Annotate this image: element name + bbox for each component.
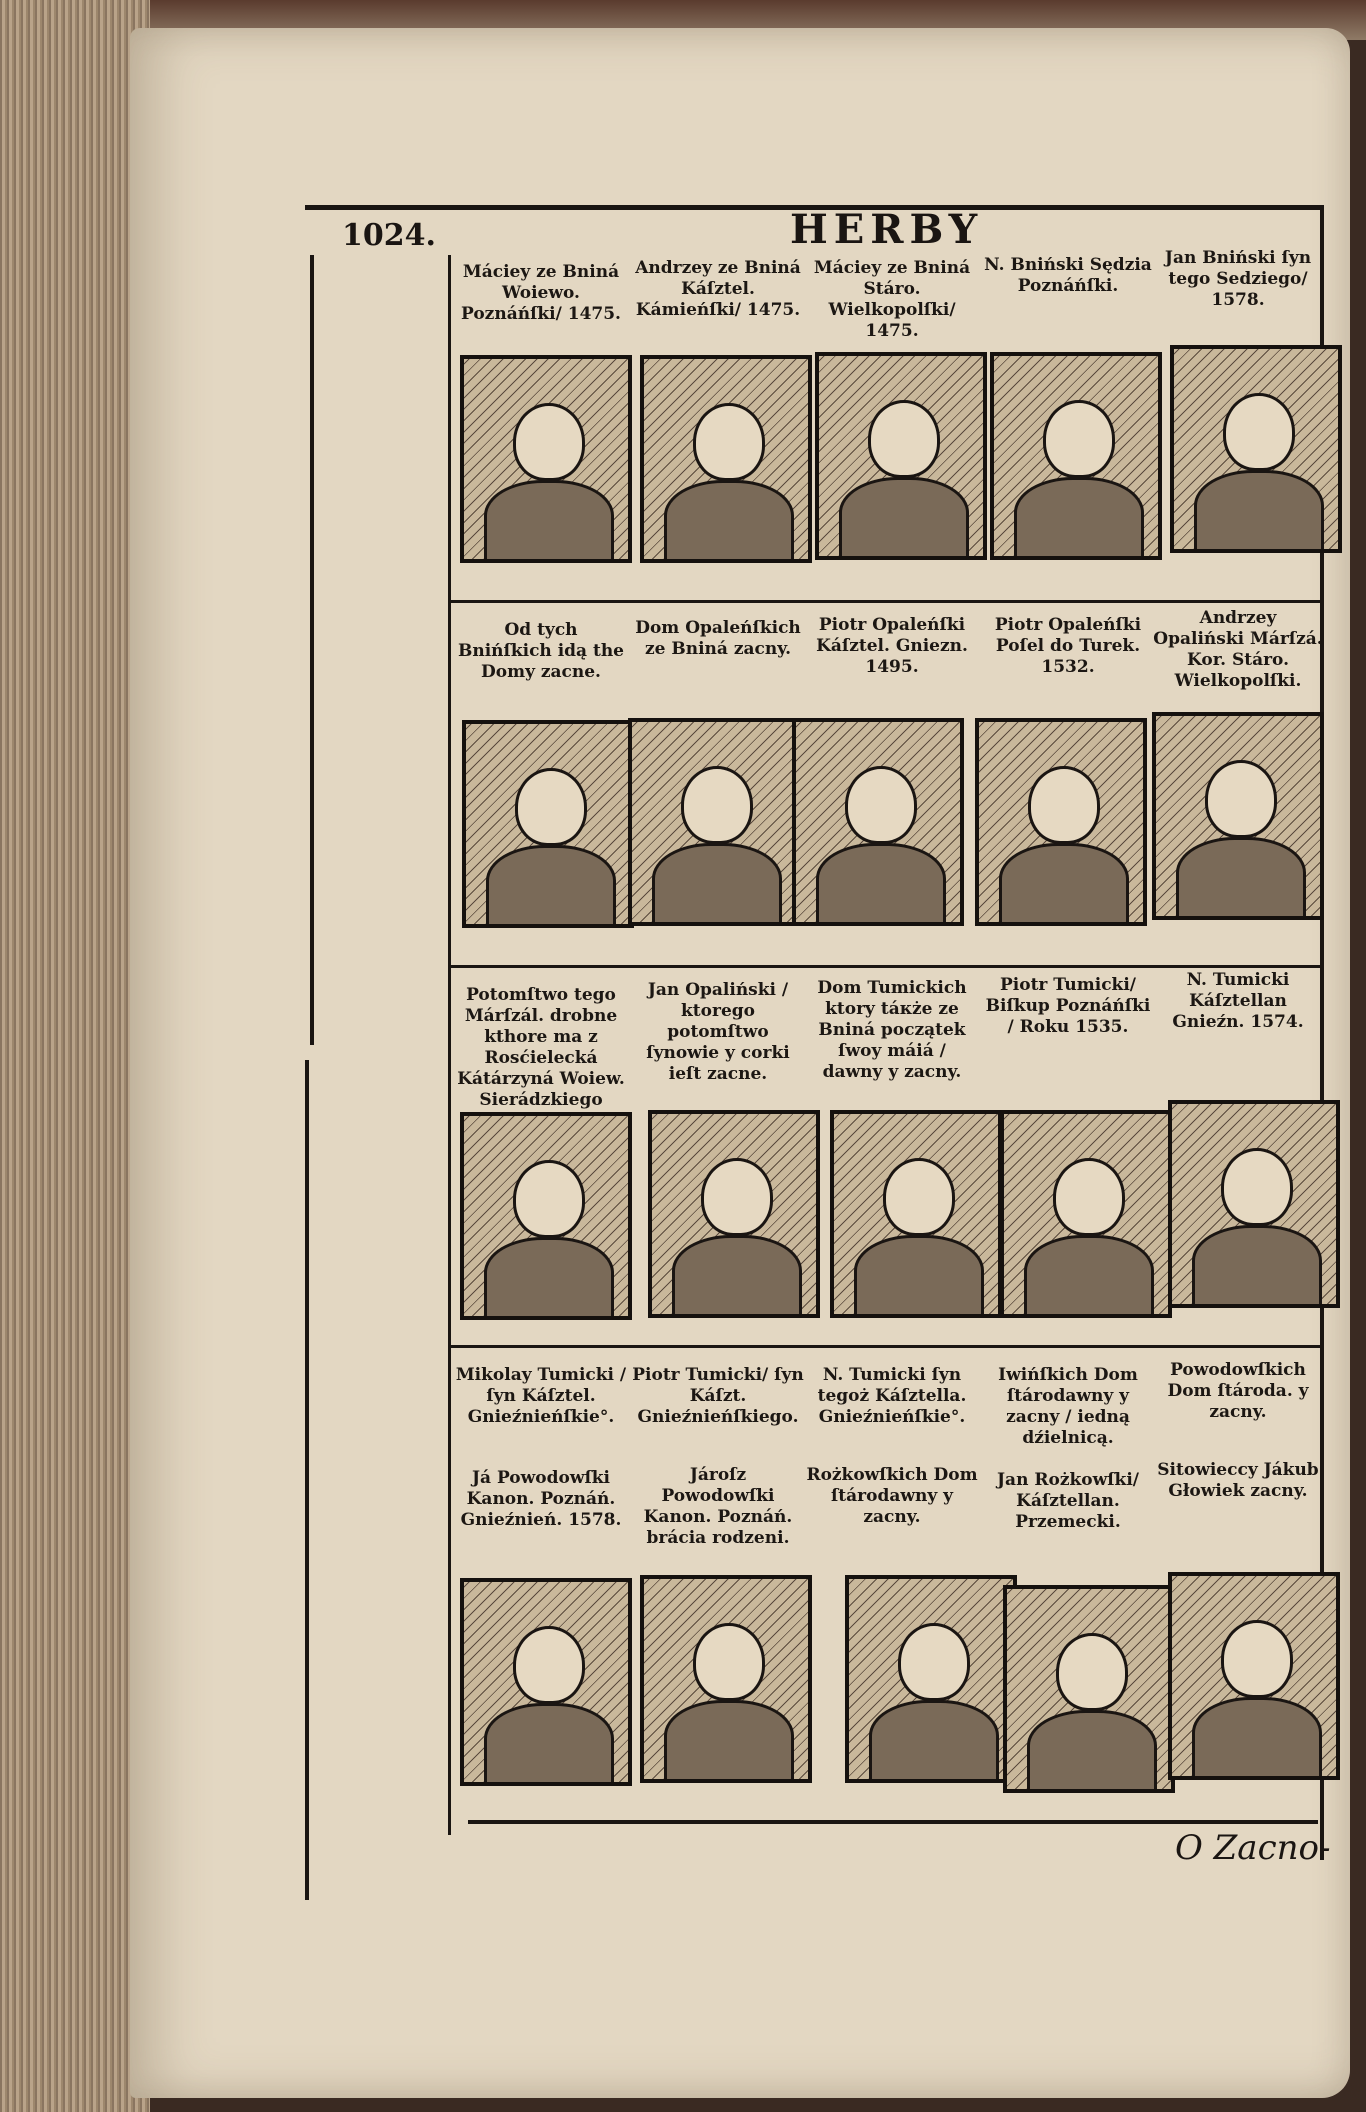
woodcut-portrait [460, 1578, 632, 1786]
woodcut-portrait [460, 355, 632, 563]
woodcut-portrait [815, 352, 987, 560]
woodcut-portrait [1000, 1110, 1172, 1318]
caption: Piotr Tumicki/ Biſkup Poznáńſki / Roku 1535. [985, 975, 1151, 1037]
caption: Dom Tumickich ktory táкże ze Bniná początek ſwoy máiá / dawny y zacny. [817, 978, 967, 1082]
catchword: O Zacno- [1175, 1828, 1331, 1868]
woodcut-portrait [1003, 1585, 1175, 1793]
running-header: HERBY [790, 206, 984, 253]
woodcut-portrait [845, 1575, 1017, 1783]
caption: Piotr Tumicki/ ſyn Káſzt. Gnieźnieńſkiego. [632, 1365, 804, 1427]
page-number: 1024. [342, 218, 436, 253]
caption: N. Tumicki Káſztellan Gnieźn. 1574. [1172, 970, 1304, 1032]
bottom-rule [468, 1820, 1318, 1824]
caption: Iwińſkich Dom ſtárodawny y zacny / iedną dźielnicą. [998, 1365, 1138, 1448]
caption: Piotr Opaleńſki Poſel do Turek. 1532. [994, 615, 1142, 677]
woodcut-portrait [1152, 712, 1324, 920]
caption: Od tych Bnińſkich idą the Domy zacne. [457, 620, 625, 682]
caption: Dom Opaleńſkich ze Bniná zacny. [635, 618, 801, 659]
caption: N. Bniński Sędzia Poznáńſki. [984, 255, 1152, 296]
woodcut-portrait [640, 1575, 812, 1783]
woodcut-portrait [990, 352, 1162, 560]
woodcut-portrait [648, 1110, 820, 1318]
woodcut-portrait [1168, 1100, 1340, 1308]
caption: Máciey ze Bniná Stáro. Wielkopolſki/ 1475. [813, 258, 971, 341]
caption: Andrzey ze Bniná Káſztel. Kámieńſki/ 1475. [635, 258, 801, 320]
woodcut-portrait [1170, 345, 1342, 553]
row-separator [450, 600, 1320, 603]
inner-rule [448, 255, 451, 1835]
woodcut-portrait [640, 355, 812, 563]
caption: Piotr Opaleńſki Káſztel. Gniezn. 1495. [816, 615, 968, 677]
caption: N. Tumicki ſyn tegoż Káſztella. Gnieźnieńſkie°. [817, 1365, 967, 1427]
woodcut-portrait [1168, 1572, 1340, 1780]
woodcut-portrait [830, 1110, 1002, 1318]
left-rule-upper [310, 255, 314, 1045]
caption: Mikolay Tumicki / ſyn Káſztel. Gnieźnieńſkie°. [455, 1365, 627, 1427]
caption: Jan Opaliński / ktorego potomſtwo ſynowie y corki ieſt zacne. [646, 980, 790, 1084]
caption: Andrzey Opaliński Márſzá. Kor. Stáro. Wielkopolſki. [1153, 608, 1323, 691]
row-separator [450, 1345, 1320, 1348]
caption: Rożkowſkich Dom ſtárodawny y zacny. [806, 1465, 978, 1527]
caption: Já Powodowſki Kanon. Poznáń. Gnieźnień. 1578. [460, 1468, 622, 1530]
caption: Jan Bniński ſyn tego Sedziego/ 1578. [1164, 248, 1312, 310]
row-separator [450, 965, 1320, 968]
woodcut-portrait [628, 718, 800, 926]
woodcut-portrait [462, 720, 634, 928]
woodcut-portrait [975, 718, 1147, 926]
woodcut-portrait [792, 718, 964, 926]
caption: Powodowſkich Dom ſtároda. y zacny. [1167, 1360, 1309, 1422]
caption: Jároſz Powodowſki Kanon. Poznáń. brácia rodzeni. [643, 1465, 793, 1548]
caption: Sitowieccy Jákub Głowiek zacny. [1157, 1460, 1319, 1501]
caption: Máciey ze Bniná Woiewo. Poznáńſki/ 1475. [461, 262, 621, 324]
caption: Jan Rożkowſki/ Káſztellan. Przemecki. [997, 1470, 1139, 1532]
book-fore-edge [0, 0, 150, 2112]
woodcut-portrait [460, 1112, 632, 1320]
left-rule-lower [305, 1060, 309, 1900]
caption: Potomſtwo tego Márſzál. drobne kthore ma z Rosćielecká Kátárzyná Woiew. Sierádzkiego [457, 985, 625, 1110]
